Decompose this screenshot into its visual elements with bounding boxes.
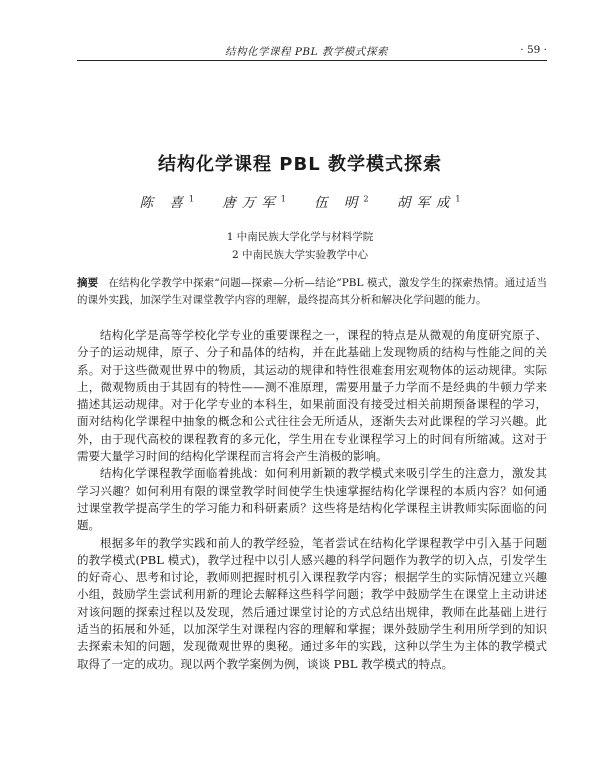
header-rule xyxy=(77,60,547,61)
author-name: 胡军成 xyxy=(396,195,456,211)
author-name: 伍 明 xyxy=(314,195,364,211)
abstract-label: 摘要 xyxy=(77,277,99,289)
author-affiliation-mark: 1 xyxy=(280,194,286,204)
body-text xyxy=(77,327,547,673)
author-affiliation-mark: 1 xyxy=(188,194,194,204)
author xyxy=(222,195,286,211)
author-name: 陈 喜 xyxy=(139,195,189,211)
affiliation: 1 中南民族大学化学与材料学院 xyxy=(226,231,374,243)
author xyxy=(314,195,368,211)
article-title: 结构化学课程 PBL 教学模式探索 xyxy=(158,154,442,175)
author xyxy=(140,195,194,211)
author-name: 唐万军 xyxy=(222,195,281,211)
affiliation: 2 中南民族大学实验教学中心 xyxy=(231,249,369,261)
body-paragraph: 结构化学是高等学校化学专业的重要课程之一，课程的特点是从微观的角度研究原子、分子的运动规律，原子、分子和晶体的结构，并在此基础上发现物质的结构与性能之间的关系。对于这些微观世界中的物质，其运动的规律和特性很难套用宏观物体的运动规律。实际上，微观物质由于其固有的特性——测不准原理，需要用量子力学而不是经典的牛顿力学来描述其运动规律。对于化学专业的本科生，如果前面没有接受过相关前期预备课程的学习，面对结构化学课程中抽象的概念和公式往往会无所适从，逐渐失去对此课程的学习兴趣。此外，由于现代高校的课程教育的多元化，学生用在专业课程学习上的时间有所缩减。这对于需要大量学习时间的结构化学课程而言将会产生消极的影响。 xyxy=(77,328,547,464)
running-header xyxy=(77,44,547,60)
author-list xyxy=(0,191,600,211)
author-affiliation-mark: 1 xyxy=(455,194,461,204)
author xyxy=(397,195,461,211)
abstract-text: 在结构化学教学中探索“问题—探索—分析—结论”PBL 模式，激发学生的探索热情。通过适当的课外实践，加深学生对课堂教学内容的理解，最终提高其分析和解决化学问题的能力。 xyxy=(77,277,548,306)
body-paragraph: 根据多年的教学实践和前人的教学经验，笔者尝试在结构化学课程教学中引入基于问题的教学模式(PBL 模式)，教学过程中以引人感兴趣的科学问题作为教学的切入点，引发学生的好奇心、思考和讨论，教师则把握时机引入课程教学内容；根据学生的实际情况建立兴趣小组，鼓励学生尝试利用新的理论去解释这些科学问题；教学中鼓励学生在课堂上主动讲述对该问题的探索过程以及发现，然后通过课堂讨论的方式总结出规律，教师在此基础上进行适当的拓展和外延，以加深学生对课程内容的理解和掌握；课外鼓励学生利用所学到的知识去探索未知的问题，发现微观世界的奥秘。通过多年的实践，这种以学生为主体的教学模式取得了一定的成功。现以两个教学案例为例，谈谈 PBL 教学模式的特点。 xyxy=(77,535,547,671)
body-paragraph: 结构化学课程教学面临着挑战：如何利用新颖的教学模式来吸引学生的注意力，激发其学习兴趣？如何利用有限的课堂教学时间使学生快速掌握结构化学课程的本质内容？如何通过课堂教学提高学生的学习能力和科研素质？这些将是结构化学课程主讲教师实际面临的问题。 xyxy=(77,466,547,533)
page-number: · 59 · xyxy=(520,44,547,56)
running-title: 结构化学课程 PBL 教学模式探索 xyxy=(225,46,388,58)
author-affiliation-mark: 2 xyxy=(363,194,369,204)
abstract xyxy=(77,275,547,309)
